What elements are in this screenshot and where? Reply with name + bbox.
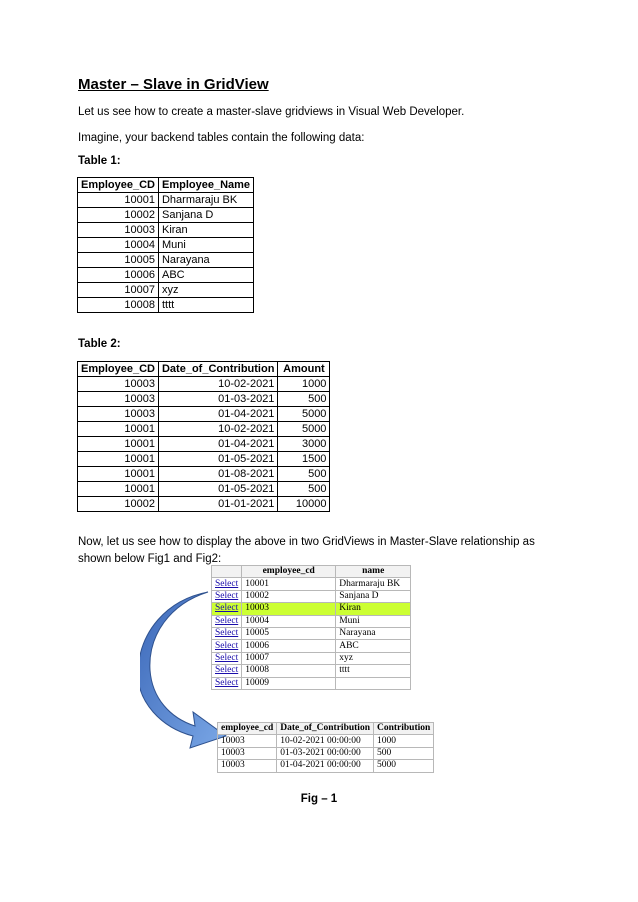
table-cell: Sanjana D (158, 208, 253, 223)
select-link[interactable]: Select (212, 615, 242, 627)
column-header: Employee_CD (78, 178, 159, 193)
grid-cell: 10004 (242, 615, 336, 627)
table-cell: 01-05-2021 (158, 482, 277, 497)
table-header-row (78, 362, 330, 377)
table-cell: 10007 (78, 283, 159, 298)
grid-cell: Sanjana D (336, 590, 411, 602)
table-cell: 500 (278, 482, 330, 497)
grid-row[interactable] (212, 590, 411, 602)
grid-cell: 10007 (242, 652, 336, 664)
table-cell: 10-02-2021 (158, 422, 277, 437)
grid-column-header: Date_of_Contribution (277, 723, 374, 735)
table-cell: 10003 (78, 377, 159, 392)
table-cell: 500 (278, 392, 330, 407)
table-cell: Narayana (158, 253, 253, 268)
table-cell: xyz (158, 283, 253, 298)
table-cell: 10001 (78, 437, 159, 452)
grid-cell: Narayana (336, 627, 411, 639)
table2-label: Table 2: (78, 338, 121, 350)
table-row (78, 268, 254, 283)
select-link[interactable]: Select (212, 677, 242, 689)
grid-cell: ABC (336, 640, 411, 652)
grid-cell: 10-02-2021 00:00:00 (277, 735, 374, 747)
table-cell: 1500 (278, 452, 330, 467)
grid-cell: 10003 (242, 603, 336, 615)
outro-paragraph: Now, let us see how to display the above in two GridViews in Master-Slave relationship as shown below Fig1 and Fig2: (78, 536, 535, 565)
table-row (78, 193, 254, 208)
table-cell: 01-03-2021 (158, 392, 277, 407)
table-cell: 10004 (78, 238, 159, 253)
grid-cell: 10005 (242, 627, 336, 639)
table-cell: 10000 (278, 497, 330, 512)
grid-row[interactable] (212, 578, 411, 590)
grid-column-header: name (336, 566, 411, 578)
grid-cell: xyz (336, 652, 411, 664)
page-title: Master – Slave in GridView (78, 76, 269, 93)
table-row (78, 283, 254, 298)
table-cell: 1000 (278, 377, 330, 392)
table-cell: 10003 (78, 407, 159, 422)
table-row (78, 208, 254, 223)
table-cell: 10003 (78, 392, 159, 407)
select-link[interactable]: Select (212, 590, 242, 602)
grid-cell: 10002 (242, 590, 336, 602)
figure-caption: Fig – 1 (300, 793, 338, 805)
grid-cell: 10003 (218, 760, 277, 772)
grid-row[interactable] (212, 652, 411, 664)
grid-cell (336, 677, 411, 689)
contribution-table (77, 361, 330, 512)
table-cell: 10002 (78, 497, 159, 512)
grid-cell: 10006 (242, 640, 336, 652)
table-cell: 01-01-2021 (158, 497, 277, 512)
grid-cell: 5000 (373, 760, 433, 772)
table-row (78, 437, 330, 452)
table-cell: 10005 (78, 253, 159, 268)
table-cell: Muni (158, 238, 253, 253)
table-row (78, 497, 330, 512)
table-row (78, 298, 254, 313)
column-header: Amount (278, 362, 330, 377)
column-header: Employee_CD (78, 362, 159, 377)
table-cell: Kiran (158, 223, 253, 238)
grid-header-row (218, 723, 434, 735)
table-cell: 10006 (78, 268, 159, 283)
grid-row[interactable] (212, 615, 411, 627)
grid-row[interactable] (212, 640, 411, 652)
table-cell: 01-04-2021 (158, 437, 277, 452)
table-cell: 3000 (278, 437, 330, 452)
table-cell: tttt (158, 298, 253, 313)
column-header: Date_of_Contribution (158, 362, 277, 377)
table-cell: 10003 (78, 223, 159, 238)
employee-table (77, 177, 254, 313)
table-row (78, 377, 330, 392)
table-cell: 5000 (278, 407, 330, 422)
grid-cell: tttt (336, 665, 411, 677)
grid-cell: 01-03-2021 00:00:00 (277, 747, 374, 759)
table-cell: 01-08-2021 (158, 467, 277, 482)
table-row (78, 467, 330, 482)
select-link[interactable]: Select (212, 652, 242, 664)
table-cell: 10001 (78, 193, 159, 208)
table1-label: Table 1: (78, 155, 121, 167)
table-cell: ABC (158, 268, 253, 283)
grid-row (218, 747, 434, 759)
table-row (78, 223, 254, 238)
grid-row[interactable] (212, 603, 411, 615)
grid-cell: 10003 (218, 747, 277, 759)
table-header-row (78, 178, 254, 193)
grid-header-row (212, 566, 411, 578)
table-cell: 10001 (78, 467, 159, 482)
table-cell: 500 (278, 467, 330, 482)
table-row (78, 407, 330, 422)
select-link[interactable]: Select (212, 603, 242, 615)
master-gridview (211, 565, 411, 690)
table-row (78, 452, 330, 467)
grid-cell: 10001 (242, 578, 336, 590)
column-header: Employee_Name (158, 178, 253, 193)
grid-column-header: employee_cd (218, 723, 277, 735)
grid-column-header (212, 566, 242, 578)
table-row (78, 422, 330, 437)
grid-row[interactable] (212, 627, 411, 639)
table-row (78, 253, 254, 268)
grid-cell: 10003 (218, 735, 277, 747)
detail-gridview (217, 722, 434, 773)
table-cell: Dharmaraju BK (158, 193, 253, 208)
table-row (78, 392, 330, 407)
grid-cell: Kiran (336, 603, 411, 615)
grid-column-header: Contribution (373, 723, 433, 735)
table-row (78, 482, 330, 497)
grid-column-header: employee_cd (242, 566, 336, 578)
table-cell: 10001 (78, 422, 159, 437)
grid-row (218, 735, 434, 747)
select-link[interactable]: Select (212, 627, 242, 639)
grid-cell: Dharmaraju BK (336, 578, 411, 590)
intro-paragraph: Let us see how to create a master-slave gridviews in Visual Web Developer. (78, 106, 465, 118)
grid-row (218, 760, 434, 772)
table-cell: 10008 (78, 298, 159, 313)
select-link[interactable]: Select (212, 578, 242, 590)
intro-paragraph-2: Imagine, your backend tables contain the following data: (78, 132, 365, 144)
table-cell: 10002 (78, 208, 159, 223)
table-cell: 01-05-2021 (158, 452, 277, 467)
table-row (78, 238, 254, 253)
grid-cell: 10008 (242, 665, 336, 677)
table-cell: 10001 (78, 482, 159, 497)
grid-cell: 1000 (373, 735, 433, 747)
table-cell: 10-02-2021 (158, 377, 277, 392)
grid-cell: 01-04-2021 00:00:00 (277, 760, 374, 772)
grid-row[interactable] (212, 665, 411, 677)
grid-row[interactable] (212, 677, 411, 689)
table-cell: 01-04-2021 (158, 407, 277, 422)
grid-cell: 500 (373, 747, 433, 759)
select-link[interactable]: Select (212, 640, 242, 652)
table-cell: 5000 (278, 422, 330, 437)
grid-cell: Muni (336, 615, 411, 627)
select-link[interactable]: Select (212, 665, 242, 677)
grid-cell: 10009 (242, 677, 336, 689)
table-cell: 10001 (78, 452, 159, 467)
